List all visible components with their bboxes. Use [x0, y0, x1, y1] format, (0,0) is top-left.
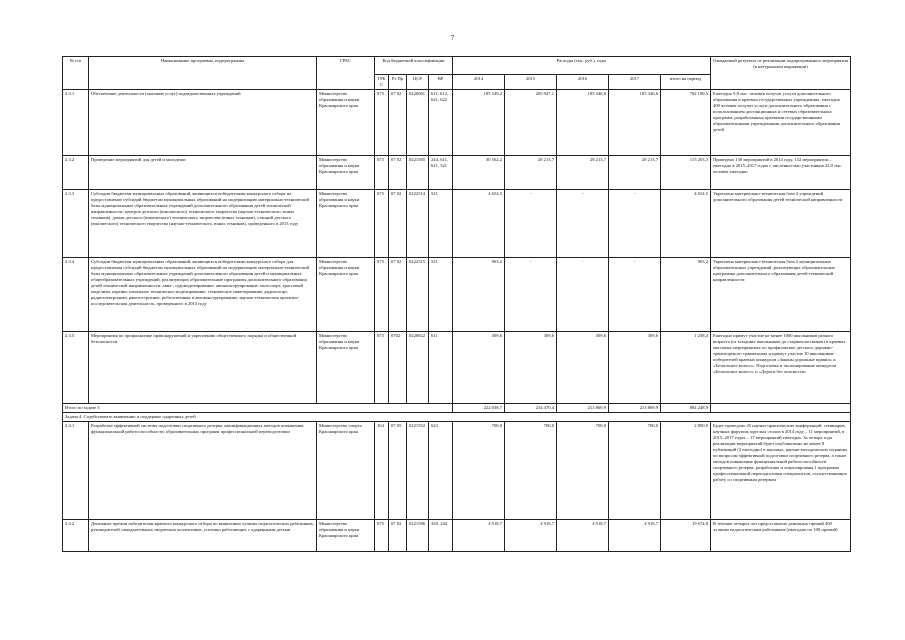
- row-code: 075: [375, 90, 389, 156]
- row-vr: 623: [429, 422, 453, 520]
- row-result: Проведено 130 мероприятий в 2014 году, 132 мероприятия – ежегодно в 2015–2017 годах с численностью участников 22,0 тыс. человек ежегодно: [711, 156, 851, 190]
- row-csr: 0221552: [407, 422, 429, 520]
- row-2014: 309,6: [453, 332, 505, 404]
- row-2016: 309,6: [557, 332, 609, 404]
- subheader: ВР: [429, 75, 453, 90]
- row-2014: 4 918,7: [453, 520, 505, 552]
- table-row: [63, 520, 851, 552]
- total-result: [711, 404, 851, 413]
- row-result: Будет проведено 45 научно-практических конференций, семинаров, научных форумов, круглых столов в 2014 году – 11 мероприятий, в 2015–2017 годах – 17 мероприятий ежегодно. За четыре года реализации мероприятий будет опубликовано не менее 8 публикаций (2 ежегодно) в научных, научно-методических изданиях по вопросам эффективной подготовки спортивного резерва, а также методов повышения функциональной работоспособности спортивного резерва, разработана и лицензирована 1 программа профессиональной переподготовки специалистов, осуществляющих работу со спортивным резервом: [711, 422, 851, 520]
- table-row: [63, 190, 851, 258]
- subheader: 2014: [453, 75, 505, 90]
- row-name: Денежные премии победителям краевого конкурсного отбора по выявлению лучших педагогических работников, руководителей самодеятельных творческих коллективов, успешно работающих с одаренными детьми: [89, 520, 317, 552]
- row-2016: 185 346,6: [557, 90, 609, 156]
- row-2017: 4 918,7: [609, 520, 661, 552]
- header-name: Наименование программы, подпрограммы: [89, 57, 317, 90]
- row-total: 2 800,0: [661, 422, 711, 520]
- subheader: ЦСР: [407, 75, 429, 90]
- row-vr: 244, 611, 621, 521: [429, 156, 453, 190]
- row-vr: 611, 612, 621, 622: [429, 90, 453, 156]
- row-2014: 185 549,2: [453, 90, 505, 156]
- row-vr: 611: [429, 332, 453, 404]
- header-expenses: Расходы (тыс. руб.), годы: [453, 57, 711, 75]
- row-csr: 0222514: [407, 190, 429, 258]
- row-rzpr: 0702: [389, 332, 407, 404]
- row-vr: 521: [429, 258, 453, 332]
- row-code: 075: [375, 190, 389, 258]
- row-total: 115 203,3: [661, 156, 711, 190]
- row-rzpr: 07 02: [389, 258, 407, 332]
- row-grbs: Министерство образования и науки Красноярского края: [317, 258, 375, 332]
- row-2015: 4 918,7: [505, 520, 557, 552]
- row-name: Обеспечение деятельности (оказание услуг) подведомственных учреждений: [89, 90, 317, 156]
- total-label: Итого по задаче 3: [63, 404, 453, 413]
- row-code: 075: [375, 156, 389, 190]
- row-total: 19 674,8: [661, 520, 711, 552]
- row-name: Субсидии бюджетам муниципальных образований, являющихся победителями конкурсного отбора на предоставление субсидий бюджетам муниципальных образований на модернизацию материально-технической базы муниципальных образовательных учреждений дополнительного образования детей технической направленности: центров детского (юношеского) технического творчества (научно-технического, юных техников), домов детского (юношеского) технического творчества (юных техников), станций детского (юношеского) технического творчества (научно-технического, юных техников), проведенного в 2013 году: [89, 190, 317, 258]
- row-2015: 205 947,1: [505, 90, 557, 156]
- row-2014: 30 562,2: [453, 156, 505, 190]
- row-name: Проведение мероприятий для детей и молодежи: [89, 156, 317, 190]
- row-no: 2.4.1.: [63, 422, 89, 520]
- task-row: [63, 413, 851, 422]
- row-total: 4 654,5: [661, 190, 711, 258]
- row-2015: 309,6: [505, 332, 557, 404]
- row-code: 075: [375, 332, 389, 404]
- subheader: 2015: [505, 75, 557, 90]
- total-2016: 213 869,9: [557, 404, 609, 413]
- row-2015: 28 213,7: [505, 156, 557, 190]
- row-vr: 350, 244: [429, 520, 453, 552]
- row-2015: -: [505, 258, 557, 332]
- row-csr: 0221585: [407, 156, 429, 190]
- row-rzpr: 07 05: [389, 422, 407, 520]
- row-result: Ежегодно примут участие не менее 1000 школьников разного возраста (от младших школьников до старшеклассников) в краевых массовых мероприятиях по профилактике детского дорожно-транспортного травматизма и примут участие 10 школьников-победителей краевых конкурсов «Законы дорожные правил» и «Безопасное колесо». Подготовка и экспонирование конкурсов «Безопасное колесо» и «Дороги без опасности»: [711, 332, 851, 404]
- row-name: Разработка эффективной системы подготовки спортивного резерва, квалификационных методов повышения функциональной работоспособности, образовательных программ профессиональной переподготовки: [89, 422, 317, 520]
- row-rzpr: 07 02: [389, 90, 407, 156]
- row-2016: 4 918,7: [557, 520, 609, 552]
- row-2016: 700,0: [557, 422, 609, 520]
- row-grbs: Министерство образования и науки Красноярского края: [317, 190, 375, 258]
- header-grbs: ГРБС: [317, 57, 375, 90]
- row-2016: -: [557, 258, 609, 332]
- row-no: 2.4.2: [63, 520, 89, 552]
- row-result: Укреплена материально-техническая база 2 муниципальных образовательных учреждений, реализующих образовательные программы дополнительного образования детей технической направленности: [711, 258, 851, 332]
- page-number: 7: [450, 34, 455, 42]
- row-2017: 185 346,6: [609, 90, 661, 156]
- row-total: 762 189,5: [661, 90, 711, 156]
- row-name: Субсидии бюджетам муниципальных образований, являющихся победителями конкурсного отбора для предоставления субсидий бюджетам муниципальных образований на модернизацию материально-технической базы муниципальных образовательных учреждений дополнительного образования детей и муниципальных общеобразовательных учреждений, реализующих образовательные программы дополнительного образования детей технической направленности: авиа-, судомоделирование, автоконструирование, мотоспорт, трассовый моделизм, картинг, начальное техническое моделирование, техническое макетирование, радиоспорт, радиоэлектроника, ракетостроение, робототехника и автоконструирование, научно-техническая проектно-исследовательская деятельность, проведенного в 2013 году: [89, 258, 317, 332]
- row-2016: -: [557, 190, 609, 258]
- header-no: № п/п: [63, 57, 89, 90]
- program-table: [62, 56, 851, 552]
- table-row: [63, 332, 851, 404]
- row-csr: 0222515: [407, 258, 429, 332]
- row-2014: 700,0: [453, 422, 505, 520]
- row-grbs: Министерство образования и науки Красноярского края: [317, 90, 375, 156]
- row-csr: 0220822: [407, 332, 429, 404]
- row-code: 075: [375, 520, 389, 552]
- subheader: ГРБС: [375, 75, 389, 90]
- table-row: [63, 90, 851, 156]
- total-row: [63, 404, 851, 413]
- header-classification: Код бюджетной классификации: [375, 57, 453, 75]
- subheader: 2017: [609, 75, 661, 90]
- row-code: 164: [375, 422, 389, 520]
- row-2014: 963,2: [453, 258, 505, 332]
- row-2017: -: [609, 258, 661, 332]
- subheader: итого на период: [661, 75, 711, 90]
- row-csr: 0220061: [407, 90, 429, 156]
- subheader: 2016: [557, 75, 609, 90]
- table-row: [63, 422, 851, 520]
- row-2017: 28 213,7: [609, 156, 661, 190]
- table-row: [63, 156, 851, 190]
- row-grbs: Министерство спорта Красноярского края: [317, 422, 375, 520]
- row-2017: 700,0: [609, 422, 661, 520]
- row-rzpr: 07 02: [389, 156, 407, 190]
- total-2017: 213 869,9: [609, 404, 661, 413]
- row-grbs: Министерство образования и науки Красноярского края: [317, 520, 375, 552]
- row-no: 2.3.3: [63, 190, 89, 258]
- row-no: 2.3.1: [63, 90, 89, 156]
- row-2017: 309,6: [609, 332, 661, 404]
- total-2015: 234 470,4: [505, 404, 557, 413]
- row-2015: -: [505, 190, 557, 258]
- task-label: Задача 4. Содействовать выявлению и поддержке одаренных детей: [63, 413, 851, 422]
- row-total: 1 238,4: [661, 332, 711, 404]
- table-row: [63, 258, 851, 332]
- row-2014: 4 654,5: [453, 190, 505, 258]
- row-name: Мероприятия по профилактике правонарушений и укреплению общественного порядка и общественной безопасности: [89, 332, 317, 404]
- row-no: 2.3.4: [63, 258, 89, 332]
- row-csr: 0221586: [407, 520, 429, 552]
- row-result: Ежегодно 9,8 тыс. человек получат услуги дополнительного образования в краевых государственных учреждениях; ежегодно 400 человек получат услуги дополнительного образования с использованием дистанционных и сетевых образовательных программ, разработанных краевыми государственными образовательными учреждениями дополнительного образования детей: [711, 90, 851, 156]
- header-result: Ожидаемый результат от реализации подпрограммного мероприятия (в натуральном выражении): [711, 57, 851, 90]
- row-2016: 28 213,7: [557, 156, 609, 190]
- row-vr: 521: [429, 190, 453, 258]
- row-no: 2.3.2: [63, 156, 89, 190]
- row-grbs: Министерство образования и науки Красноярского края: [317, 332, 375, 404]
- row-total: 963,2: [661, 258, 711, 332]
- row-2017: -: [609, 190, 661, 258]
- row-result: В течение четырех лет предоставлено денежных премий 400 лучшим педагогическим работникам (ежегодно по 100 премий): [711, 520, 851, 552]
- subheader: Рз Пр: [389, 75, 407, 90]
- row-2015: 700,0: [505, 422, 557, 520]
- row-result: Укреплена материально-техническая база 4 учреждений дополнительного образования детей технической направленности: [711, 190, 851, 258]
- total-sum: 884 248,9: [661, 404, 711, 413]
- row-code: 075: [375, 258, 389, 332]
- total-2014: 222 038,7: [453, 404, 505, 413]
- row-grbs: Министерство образования и науки Красноярского края: [317, 156, 375, 190]
- row-no: 2.3.5: [63, 332, 89, 404]
- row-rzpr: 07 02: [389, 520, 407, 552]
- row-rzpr: 07 02: [389, 190, 407, 258]
